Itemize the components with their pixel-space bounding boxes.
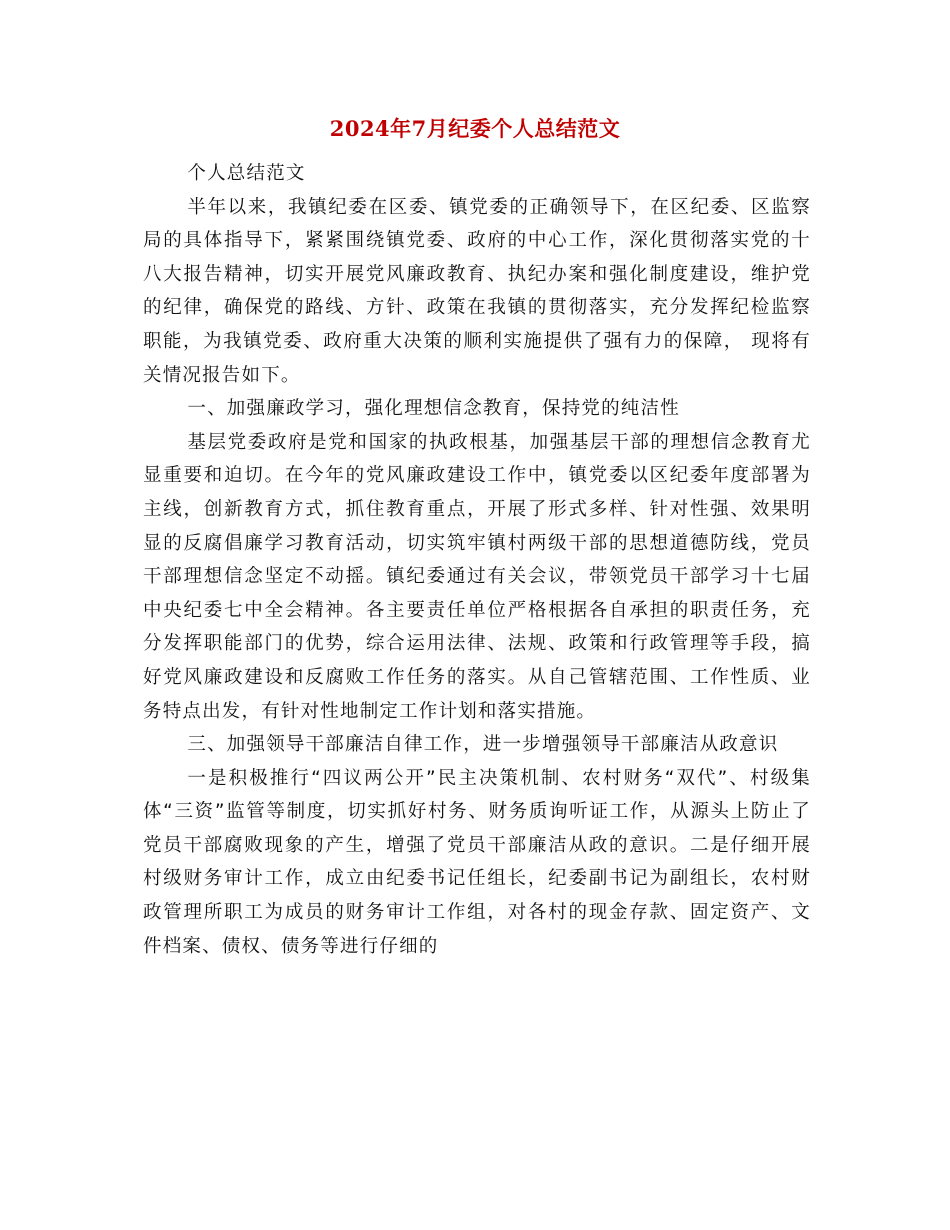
paragraph-subtitle: 个人总结范文 <box>187 163 306 184</box>
section-heading-3: 三、加强领导干部廉洁自律工作，进一步增强领导干部廉洁从政意识 <box>187 734 779 756</box>
document-body <box>143 157 811 963</box>
document-title: 2024年7月纪委个人总结范文 <box>329 116 621 141</box>
paragraph-section-1: 基层党委政府是党和国家的执政根基，加强基层干部的理想信念教育尤显重要和迫切。在今年的党风廉政建设工作中，镇党委以区纪委年度部署为主线，创新教育方式，抓住教育重点，开展了形式多样、针对性强、效果明显的反腐倡廉学习教育活动，切实筑牢镇村两级干部的思想道德防线，党员干部理想信念坚定不动摇。镇纪委通过有关会议，带领党员干部学习十七届中央纪委七中全会精神。各主要责任单位严格根据各自承担的职责任务，充分发挥职能部门的优势，综合运用法律、法规、政策和行政管理等手段，搞好党风廉政建设和反腐败工作任务的落实。从自己管辖范围、工作性质、业务特点出发，有针对性地制定工作计划和落实措施。 <box>143 431 811 722</box>
section-heading-1: 一、加强廉政学习，强化理想信念教育，保持党的纯洁性 <box>187 398 680 420</box>
paragraph-section-3: 一是积极推行“四议两公开”民主决策机制、农村财务“双代”、村级集体“三资”监管等制度，切实抓好村务、财务质询听证工作，从源头上防止了党员干部腐败现象的产生，增强了党员干部廉洁从政的意识。二是仔细开展村级财务审计工作，成立由纪委书记任组长，纪委副书记为副组长，农村财政管理所职工为成员的财务审计工作组，对各村的现金存款、固定资产、文件档案、债权、债务等进行仔细的 <box>143 767 811 957</box>
paragraph-intro: 半年以来，我镇纪委在区委、镇党委的正确领导下，在区纪委、区监察局的具体指导下，紧紧围绕镇党委、政府的中心工作，深化贯彻落实党的十八大报告精神，切实开展党风廉政教育、执纪办案和强化制度建设，维护党的纪律，确保党的路线、方针、政策在我镇的贯彻落实，充分发挥纪检监察职能，为我镇党委、政府重大决策的顺利实施提供了强有力的保障， 现将有关情况报告如下。 <box>143 196 811 386</box>
